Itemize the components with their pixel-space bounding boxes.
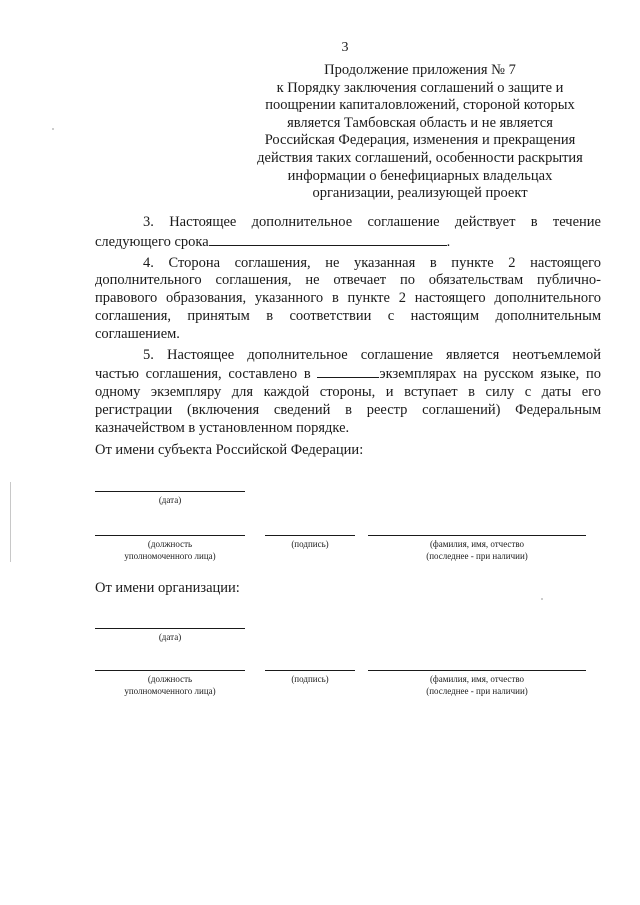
term-blank-field[interactable]: [209, 232, 447, 246]
subject-date-line[interactable]: [95, 491, 245, 492]
organization-date-line[interactable]: [95, 628, 245, 629]
clause-5-text-start: 5. Настоящее дополнительное соглашение является неотъемлемой частью соглашения, составлено в: [95, 346, 601, 383]
organization-name-caption: [368, 673, 586, 697]
organization-party-title: От имени организации:: [95, 580, 240, 596]
organization-position-caption: [95, 673, 245, 697]
caption-line: уполномоченного лица): [124, 551, 216, 561]
clause-5-text-end: экземплярах на русском языке, по одному экземпляру для каждой стороны, и вступает в силу с даты его регистрации (включения сведений в реестр соглашений) Федеральным казначейством в установленном порядке.: [95, 366, 602, 436]
organization-signature-caption: (подпись): [291, 674, 329, 684]
caption-line: (фамилия, имя, отчество: [429, 674, 525, 684]
subject-signature-caption: (подпись): [291, 539, 329, 549]
header-line: Продолжение приложения № 7: [324, 62, 516, 78]
header-line: является Тамбовская область и не является: [287, 114, 553, 131]
subject-party-title: От имени субъекта Российской Федерации:: [95, 442, 364, 458]
header-line: к Порядку заключения соглашений о защите и: [276, 79, 564, 96]
subject-date-caption: (дата): [158, 495, 182, 505]
subject-name-line[interactable]: [368, 535, 586, 536]
appendix-header: [240, 62, 600, 203]
caption-line: (последнее - при наличии): [426, 686, 528, 696]
copies-count-blank-field[interactable]: [317, 364, 379, 378]
caption-line: (должность: [147, 674, 193, 684]
subject-position-line[interactable]: [95, 535, 245, 536]
subject-name-caption: [368, 538, 586, 562]
organization-position-line[interactable]: [95, 670, 245, 671]
header-line: Российская Федерация, изменения и прекращения: [264, 132, 576, 149]
caption-line: (фамилия, имя, отчество: [429, 539, 525, 549]
organization-signature-line[interactable]: [265, 670, 355, 671]
scan-speck: [52, 128, 54, 130]
caption-line: (последнее - при наличии): [426, 551, 528, 561]
caption-line: (должность: [147, 539, 193, 549]
clause-3-end: .: [446, 233, 451, 250]
clause-3: [95, 214, 601, 252]
clause-3-text: 3. Настоящее дополнительное соглашение действует в течение следующего срока: [95, 214, 601, 250]
header-line: информации о бенефициарных владельцах: [287, 167, 553, 184]
header-line: организации, реализующей проект: [312, 185, 528, 202]
clause-5: [95, 347, 601, 438]
organization-date-caption: (дата): [158, 632, 182, 642]
scan-speck: [541, 598, 543, 600]
scan-margin-mark: [10, 482, 11, 562]
subject-position-caption: [95, 538, 245, 562]
header-line: поощрении капиталовложений, стороной которых: [265, 97, 575, 114]
clause-4: 4. Сторона соглашения, не указанная в пункте 2 настоящего дополнительного соглашения, не отвечает по обязательствам публично-правового образования, указанного в пункте 2 настоящего дополнительного соглашения, принятым в соответствии с настоящим дополнительным соглашением.: [95, 254, 601, 342]
page-number: 3: [341, 40, 349, 55]
header-line: действия таких соглашений, особенности раскрытия: [257, 149, 583, 166]
caption-line: уполномоченного лица): [124, 686, 216, 696]
subject-signature-line[interactable]: [265, 535, 355, 536]
agreement-body: [95, 214, 601, 441]
organization-name-line[interactable]: [368, 670, 586, 671]
